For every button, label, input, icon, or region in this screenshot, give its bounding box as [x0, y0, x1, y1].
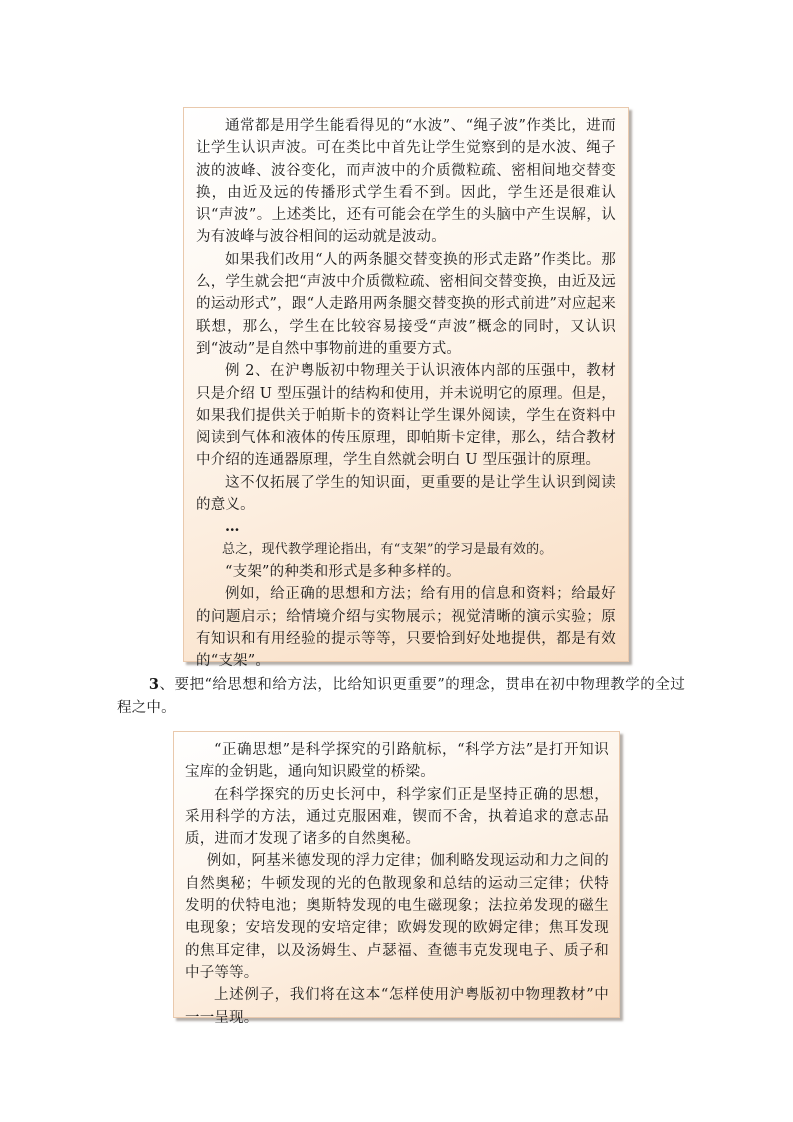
paragraph-scaffold-examples: 例如，给正确的思想和方法；给有用的信息和资料；给最好的问题启示；给情境介绍与实物展示；视觉清晰的演示实验；原有知识和有用经验的提示等等，只要恰到好处地提供，都是有效的“支架”。 — [196, 586, 616, 670]
sidebar-box-correct-thinking — [173, 731, 620, 1026]
ellipsis: … — [225, 518, 240, 536]
paragraph-correct-thinking: “正确思想”是科学探究的引路航标，“科学方法”是打开知识宝库的金钥匙，通向知识殿堂的桥梁。 — [185, 742, 609, 781]
sidebar-box-wave-analogy — [183, 107, 629, 670]
paragraph-book-reference: 上述例子，我们将在这本“怎样使用沪粤版初中物理教材”中一一呈现。 — [185, 987, 609, 1026]
paragraph-scaffold-types: “支架”的种类和形式是多种多样的。 — [225, 563, 461, 580]
paragraph-scientist-examples: 例如，阿基米德发现的浮力定律；伽利略发现运动和力之间的自然奥秘；牛顿发现的光的色散现象和总结的运动三定律；伏特发明的伏特电池；奥斯特发现的电生磁现象；法拉弟发现的磁生电现象；安培发现的安培定律；欧姆发现的欧姆定律；焦耳发现的焦耳定律，以及汤姆生、卢瑟福、查德韦克发现电子、质子和中子等等。 — [185, 853, 609, 981]
heading-number: 3 — [148, 676, 160, 693]
paragraph-water-wave-analogy: 通常都是用学生能看得见的“水波”、“绳子波”作类比，进而让学生认识声波。可在类比中首先让学生觉察到的是水波、绳子波的波峰、波谷变化，而声波中的介质微粒疏、密相间地交替变换，由近及远的传播形式学生看不到。因此，学生还是很难认识“声波”。上述类比，还有可能会在学生的头脑中产生误解，认为有波峰与波谷相间的运动就是波动。 — [196, 118, 616, 246]
heading-text: 、要把“给思想和给方法，比给知识更重要”的理念，贯串在初中物理教学的全过程之中。 — [117, 677, 685, 716]
paragraph-walking-analogy: 如果我们改用“人的两条腿交替变换的形式走路”作类比。那么，学生就会把“声波中介质微粒疏、密相间交替变换，由近及远的运动形式”，跟“人走路用两条腿交替变换的形式前进”对应起来联想，那么，学生在比较容易接受“声波”概念的同时，又认识到“波动”是自然中事物前进的重要方式。 — [196, 251, 616, 357]
paragraph-scientific-exploration: 在科学探究的历史长河中，科学家们正是坚持正确的思想，采用科学的方法，通过克服困难，锲而不舍，执着追求的意志品质，进而才发现了诸多的自然奥秘。 — [185, 786, 609, 848]
paragraph-reading-significance: 这不仅拓展了学生的知识面，更重要的是让学生认识到阅读的意义。 — [196, 474, 616, 514]
section-heading-3 — [117, 674, 685, 719]
paragraph-example-2: 例 2、在沪粤版初中物理关于认识液体内部的压强中，教材只是介绍 U 型压强计的结构和使用，并未说明它的原理。但是，如果我们提供关于帕斯卡的资料让学生课外阅读，学生在资料中阅读到气体和液体的传压原理，即帕斯卡定律，那么，结合教材中介绍的连通器原理，学生自然就会明白 U 型压强计的原理。 — [196, 363, 616, 469]
paragraph-scaffold-summary: 总之，现代教学理论指出，有“支架”的学习是最有效的。 — [222, 541, 553, 557]
